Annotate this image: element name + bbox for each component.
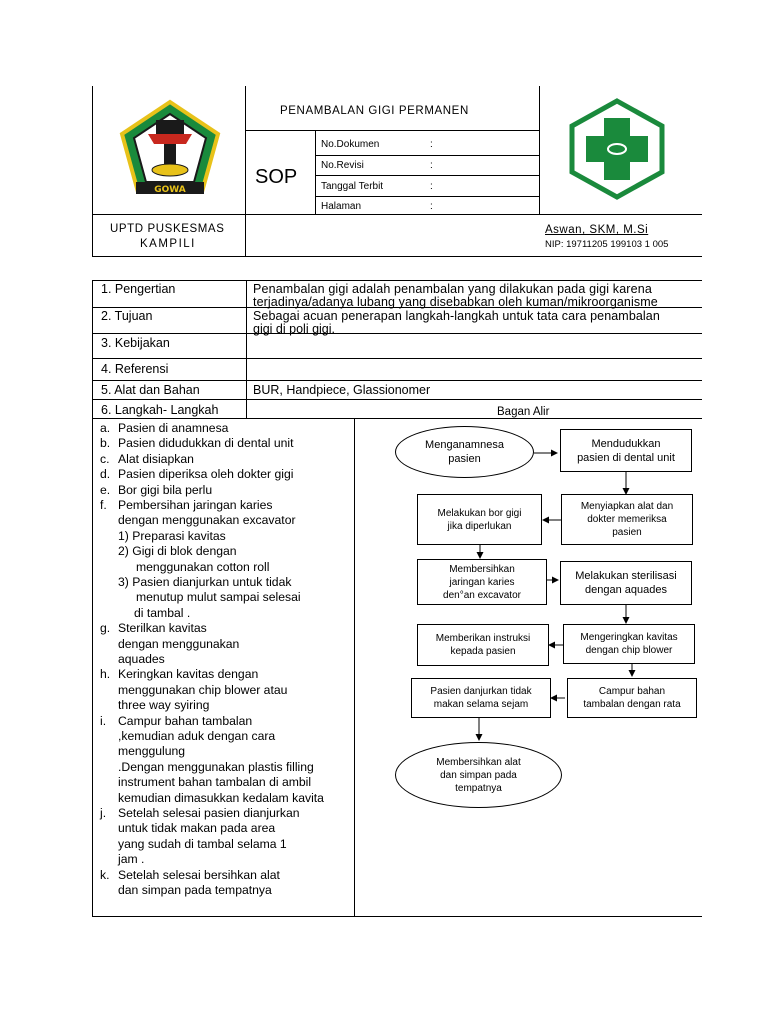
flow-node-keringkan — [563, 624, 695, 664]
step-marker: k. — [100, 867, 110, 882]
flow-node-bor-gigi — [417, 494, 542, 545]
step-text: menutup mulut sampai selesai — [136, 590, 301, 605]
org-name-line2: KAMPILI — [140, 238, 196, 250]
step-text: yang sudah di tambal selama 1 — [118, 836, 287, 851]
bagan-alir-title: Bagan Alir — [497, 406, 550, 418]
flow-node-instruksi — [417, 624, 549, 666]
flow-node-anamnesa — [395, 426, 534, 478]
step-text: three way syiring — [118, 698, 210, 713]
flow-text: Membersihkan — [449, 563, 515, 575]
step-text: Setelah selesai bersihkan alat — [118, 867, 280, 882]
step-text: menggulung — [118, 744, 186, 759]
step-text: di tambal . — [134, 605, 191, 620]
step-text: jam . — [118, 852, 145, 867]
flow-text: Menyiapkan alat dan — [580, 501, 674, 512]
step-marker: a. — [100, 421, 111, 435]
flow-text: Campur bahan — [598, 686, 666, 697]
field-no-revisi-label: No.Revisi — [321, 160, 364, 171]
field-no-revisi-colon: : — [430, 160, 433, 171]
section-pengertian-line2: terjadinya/adanya lubang yang disebabkan oleh kuman/mikroorganisme — [253, 295, 658, 309]
flow-text: Melakukan sterilisasi — [575, 570, 677, 582]
page-title: PENAMBALAN GIGI PERMANEN — [280, 105, 469, 117]
step-marker: b. — [100, 436, 111, 451]
flow-node-tidak-makan — [411, 678, 551, 718]
section-tujuan-line1: Sebagai acuan penerapan langkah-langkah untuk tata cara penambalan — [253, 309, 660, 323]
field-no-dokumen-label: No.Dokumen — [321, 139, 380, 150]
section-pengertian-label: 1. Pengertian — [101, 282, 176, 296]
flow-text: dengan aquades — [585, 584, 667, 596]
flow-text: pasien di dental unit — [577, 451, 675, 464]
flow-text: tambalan dengan rata — [583, 699, 681, 710]
flow-text: tempatnya — [455, 782, 502, 794]
step-text: menggunakan chip blower atau — [118, 682, 288, 697]
field-tanggal-terbit-label: Tanggal Terbit — [321, 181, 384, 192]
sop-label: SOP — [255, 166, 298, 188]
flow-text: Mendudukkan — [591, 437, 661, 450]
section-referensi-label: 4. Referensi — [101, 362, 169, 376]
step-marker: d. — [100, 467, 111, 482]
field-tanggal-terbit-colon: : — [430, 181, 433, 192]
field-halaman-colon: : — [430, 201, 433, 212]
flow-text: kepada pasien — [450, 646, 516, 657]
flow-text: makan selama sejam — [433, 699, 529, 710]
step-marker: e. — [100, 482, 111, 497]
step-text: aquades — [118, 652, 165, 666]
step-text: instrument bahan tambalan di ambil — [118, 775, 312, 790]
flow-text: pasien — [612, 527, 642, 538]
step-text: Alat disiapkan — [118, 451, 194, 466]
field-halaman-label: Halaman — [321, 201, 362, 212]
step-text: dengan menggunakan excavator — [118, 513, 296, 528]
flow-text: jika diperlukan — [447, 520, 512, 532]
flow-node-sterilisasi — [560, 561, 692, 605]
step-text: Pasien diperiksa oleh dokter gigi — [118, 467, 294, 482]
flow-text: Mengeringkan kavitas — [580, 632, 678, 643]
step-text: .Dengan menggunakan plastis filling — [118, 759, 314, 774]
step-text: kemudian dimasukkan kedalam kavita — [118, 790, 324, 805]
field-no-dokumen-colon: : — [430, 139, 433, 150]
step-text: Bor gigi bila perlu — [118, 482, 213, 497]
step-marker: f. — [100, 498, 107, 512]
step-text: 1) Preparasi kavitas — [118, 528, 226, 543]
gowa-logo-text: GOWA — [154, 185, 186, 195]
step-text: Pembersihan jaringan karies — [118, 498, 273, 512]
section-tujuan-label: 2. Tujuan — [101, 309, 153, 323]
flow-text: dokter memeriksa — [587, 514, 667, 525]
step-text: 3) Pasien dianjurkan untuk tidak — [118, 575, 292, 589]
flow-node-bersihkan-karies — [417, 559, 547, 605]
section-tujuan-line2: gigi di poli gigi. — [253, 322, 335, 336]
step-text: Keringkan kavitas dengan — [118, 667, 259, 682]
flow-text: jaringan karies — [449, 576, 515, 588]
step-text: Sterilkan kavitas — [118, 621, 207, 636]
signatory-nip: NIP: 19711205 199103 1 005 — [545, 239, 669, 250]
step-text: menggunakan cotton roll — [136, 559, 270, 574]
flow-text: Menganamnesa — [425, 439, 504, 451]
step-text: dan simpan pada tempatnya — [118, 883, 272, 897]
step-marker: g. — [100, 621, 111, 636]
step-text: untuk tidak makan pada area — [118, 821, 276, 836]
section-alat-label: 5. Alat dan Bahan — [101, 383, 200, 397]
flow-text: dengan chip blower — [585, 645, 673, 656]
step-text: Pasien didudukkan di dental unit — [118, 436, 294, 451]
flow-text: dan simpan pada — [440, 769, 517, 781]
step-text: dengan menggunakan — [118, 636, 240, 651]
flow-node-campur-bahan — [567, 678, 697, 718]
step-marker: h. — [100, 667, 111, 682]
step-text: Campur bahan tambalan — [118, 713, 253, 728]
flow-text: Melakukan bor gigi — [437, 507, 522, 519]
step-text: Pasien di anamnesa — [118, 421, 229, 435]
flow-text: pasien — [448, 453, 481, 465]
flow-text: Pasien danjurkan tidak — [430, 686, 532, 697]
flow-text: den°an excavator — [443, 589, 521, 601]
step-marker: c. — [100, 451, 110, 466]
step-text: ,kemudian aduk dengan cara — [118, 729, 276, 743]
section-pengertian-line1: Penambalan gigi adalah penambalan yang dilakukan pada gigi karena — [253, 282, 652, 296]
step-text: 2) Gigi di blok dengan — [118, 544, 237, 559]
flow-node-siapkan-alat — [561, 494, 693, 545]
step-marker: j. — [100, 806, 107, 820]
org-name-line1: UPTD PUSKESMAS — [110, 223, 225, 235]
step-text: Setelah selesai pasien dianjurkan — [118, 806, 300, 820]
flow-text: Memberikan instruksi — [435, 633, 531, 644]
section-kebijakan-label: 3. Kebijakan — [101, 336, 170, 350]
flow-node-bersihkan-alat — [395, 742, 562, 808]
section-alat-value: BUR, Handpiece, Glassionomer — [253, 383, 431, 397]
signatory-name: Aswan, SKM, M.Si — [545, 224, 649, 236]
step-marker: i. — [100, 713, 107, 728]
flow-text: Membersihkan alat — [436, 756, 521, 768]
flow-node-dudukkan — [560, 429, 692, 472]
section-langkah-label: 6. Langkah- Langkah — [101, 403, 219, 417]
